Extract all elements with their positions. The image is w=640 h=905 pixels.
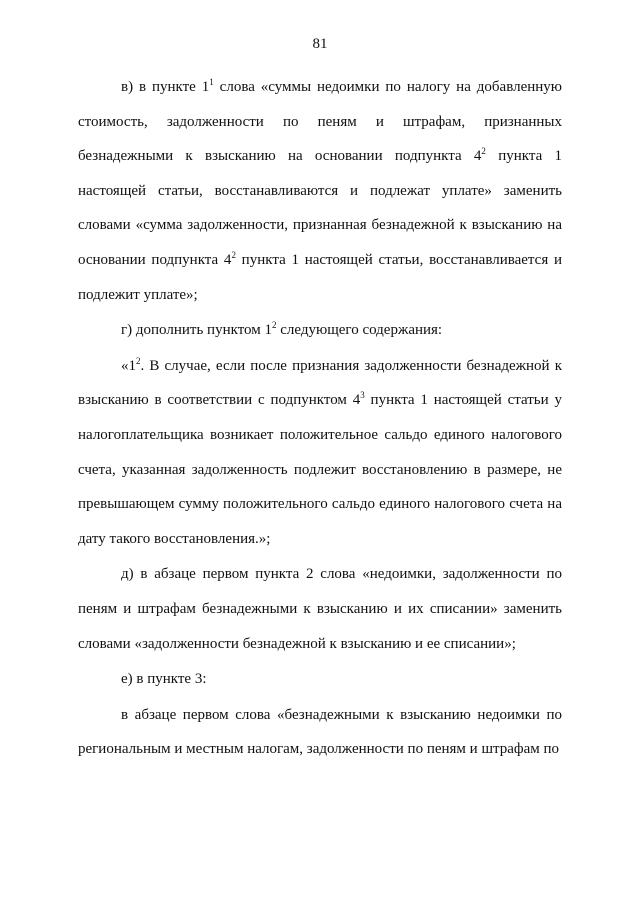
text-run: следующего содержания: (276, 322, 443, 339)
text-run: пункта 1 настоящей статьи, восстанавливаются и подлежат уплате» заменить словами «сумма задолженности, признанная безнадежной к взысканию на основании подпункта 4 (78, 148, 562, 268)
text-run: в) в пункте 1 (121, 79, 210, 95)
text-run: слова «суммы недоимки по налогу на добавленную стоимость, задолженности по пеням и штрафам, признанных безнадежными к взысканию на основании подпункта 4 (78, 79, 562, 165)
text-run: пункта 1 настоящей статьи у налогоплательщика возникает положительное сальдо единого налогового счета, указанная задолженность подлежит восстановлению в размере, не превышающем сумму положительного сальдо единого налогового счета на дату такого восстановления.»; (78, 392, 562, 547)
page-number: 81 (312, 36, 328, 52)
superscript: 2 (481, 146, 486, 157)
paragraph-d: д) в абзаце первом пункта 2 слова «недоимки, задолженности по пеням и штрафам безнадежными к взысканию и их списании» заменить словами «задолженности безнадежной к взысканию и ее списании»; (78, 566, 562, 652)
text-run: «1 (121, 357, 136, 374)
text-run: . В случае, если после признания задолженности безнадежной к взысканию в соответствии с подпунктом 4 (78, 357, 562, 409)
text-run: пункта 1 настоящей статьи, восстанавливается и подлежит уплате»; (78, 251, 562, 303)
paragraph-abzac: в абзаце первом слова «безнадежными к взысканию недоимки по региональным и местным налогам, задолженности по пеням и штрафам по (78, 706, 562, 758)
text-run: г) дополнить пунктом 1 (121, 322, 273, 339)
paragraph-v (78, 70, 562, 312)
superscript: 2 (136, 355, 141, 366)
superscript: 3 (360, 390, 365, 401)
paragraph-quote (78, 349, 562, 557)
superscript: 2 (231, 249, 236, 260)
superscript: 2 (272, 320, 277, 331)
paragraph-e: е) в пункте 3: (121, 671, 207, 688)
superscript: 1 (209, 77, 214, 87)
document-body (78, 70, 562, 767)
paragraph-g (78, 313, 562, 348)
